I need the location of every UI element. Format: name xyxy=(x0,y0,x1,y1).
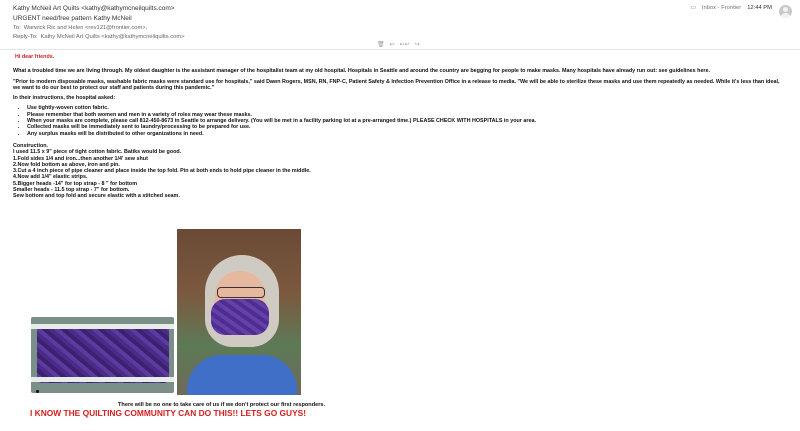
list-item: • Please remember that both women and men in a variety of roles may wear these masks. xyxy=(27,112,785,118)
email-subject: URGENT need/free pattern Kathy McNeil xyxy=(13,15,132,22)
reply-to-label: Reply-To: xyxy=(13,34,38,40)
to-label: To: xyxy=(13,25,21,31)
construction-line: Smaller heads - 11.5 top strap - 7" for bottom. xyxy=(13,187,130,194)
list-bullet xyxy=(36,390,39,393)
mask-photo xyxy=(31,317,174,393)
construction-line: 5.Bigger heads -14" for top strap - 8 " for bottom xyxy=(13,180,138,187)
elastic-band xyxy=(31,324,174,329)
shirt xyxy=(187,355,297,395)
construction-line: 2.Now fold bottom as above, iron and pin. xyxy=(13,161,120,168)
closing-call-to-action: I KNOW THE QUILTING COMMUNITY CAN DO THIS!! LETS GO GUYS! xyxy=(30,408,307,418)
to-recipient[interactable]: Warwick Ric and Helen <rev121@frontier.com>, xyxy=(23,25,148,31)
sender[interactable]: Kathy McNeil Art Quilts <kathy@kathymcneilquilts.com> xyxy=(13,5,175,12)
mask xyxy=(211,299,269,335)
elastic-band xyxy=(31,377,174,382)
glasses xyxy=(217,287,265,298)
to-line xyxy=(13,25,147,31)
folder-icon: ▭ xyxy=(690,5,696,11)
construction-line: 3.Cut a 4 inch piece of pipe cleaner and place inside the top fold. Pin at both ends to hold pipe cleaner in the middle. xyxy=(13,168,311,175)
mailbox-name: Inbox - Frontier xyxy=(701,5,742,11)
construction-line: 4.Now add 1/4" elastic strips. xyxy=(13,174,88,181)
greeting: Hi dear friends. xyxy=(15,54,55,60)
paragraph-instructions: In their instructions, the hospital asked: xyxy=(13,95,116,102)
list-item: • Any surplus masks will be distributed to other organizations in need. xyxy=(27,131,785,137)
construction-line: 1.Fold sides 1/4 and iron...then another 1/4' sew shut xyxy=(13,155,148,162)
received-time: 12:44 PM xyxy=(747,5,772,11)
reply-icon[interactable]: ↩ xyxy=(389,42,395,48)
reply-all-icon[interactable]: ↩↩ xyxy=(399,42,410,48)
email-meta xyxy=(690,5,772,11)
avatar xyxy=(779,5,792,18)
closing-line: There will be no one to take care of us if we don't protect our first responders. xyxy=(118,402,326,408)
mask-fabric xyxy=(37,324,169,383)
message-actions xyxy=(377,41,420,48)
paragraph-intro: What a troubled time we are living through. My oldest daughter is the assistant manager of the hospitalist team at my old hospital. Hospitals in Seattle and around the country are begging for people to make masks. Many hospitals have already run out: see guidelines here. xyxy=(13,68,711,75)
list-item: • When your masks are complete, please call 812-450-8673 in Seattle to arrange delivery. (You will be met in a facility parking lot at a pre-arranged time.) PLEASE CHECK WITH HOSPITALS in your area. xyxy=(27,118,785,124)
construction-heading: Construction. xyxy=(13,142,49,149)
paragraph-quote: "Prior to modern disposable masks, washable fabric masks were standard use for hospitals," said Dawn Rogers, MSN, RN, FNP-C, Patient Safety & Infection Prevention Office in a release to media. "We will be able to sterilize these masks and use them repeatedly as needed. While it's less than ideal, we want to do our best to protect our staff and patients during this pandemic." xyxy=(13,78,780,91)
trash-icon[interactable]: 🗑 xyxy=(377,42,385,48)
instruction-list xyxy=(13,105,785,136)
email-body xyxy=(13,52,785,200)
list-item: • Collected masks will be immediately sent to laundry/processing to be prepared for use. xyxy=(27,124,785,130)
reply-to-address[interactable]: Kathy McNeil Art Quilts <kathy@kathymcneilquilts.com> xyxy=(40,34,185,40)
construction-line: Sew bottom and top fold and secure elastic with a stitched seam. xyxy=(13,193,180,200)
construction-line: I used 11.5 x 9" piece of tight cotton fabric. Batiks would be good. xyxy=(13,149,182,156)
email-header xyxy=(0,0,800,48)
forward-icon[interactable]: ↪ xyxy=(414,42,420,48)
reply-to-line xyxy=(13,34,185,40)
person-wearing-mask-photo xyxy=(177,229,301,395)
construction-steps xyxy=(13,143,785,200)
list-item: • Use tightly-woven cotton fabric. xyxy=(27,105,785,111)
header-divider xyxy=(0,49,800,50)
